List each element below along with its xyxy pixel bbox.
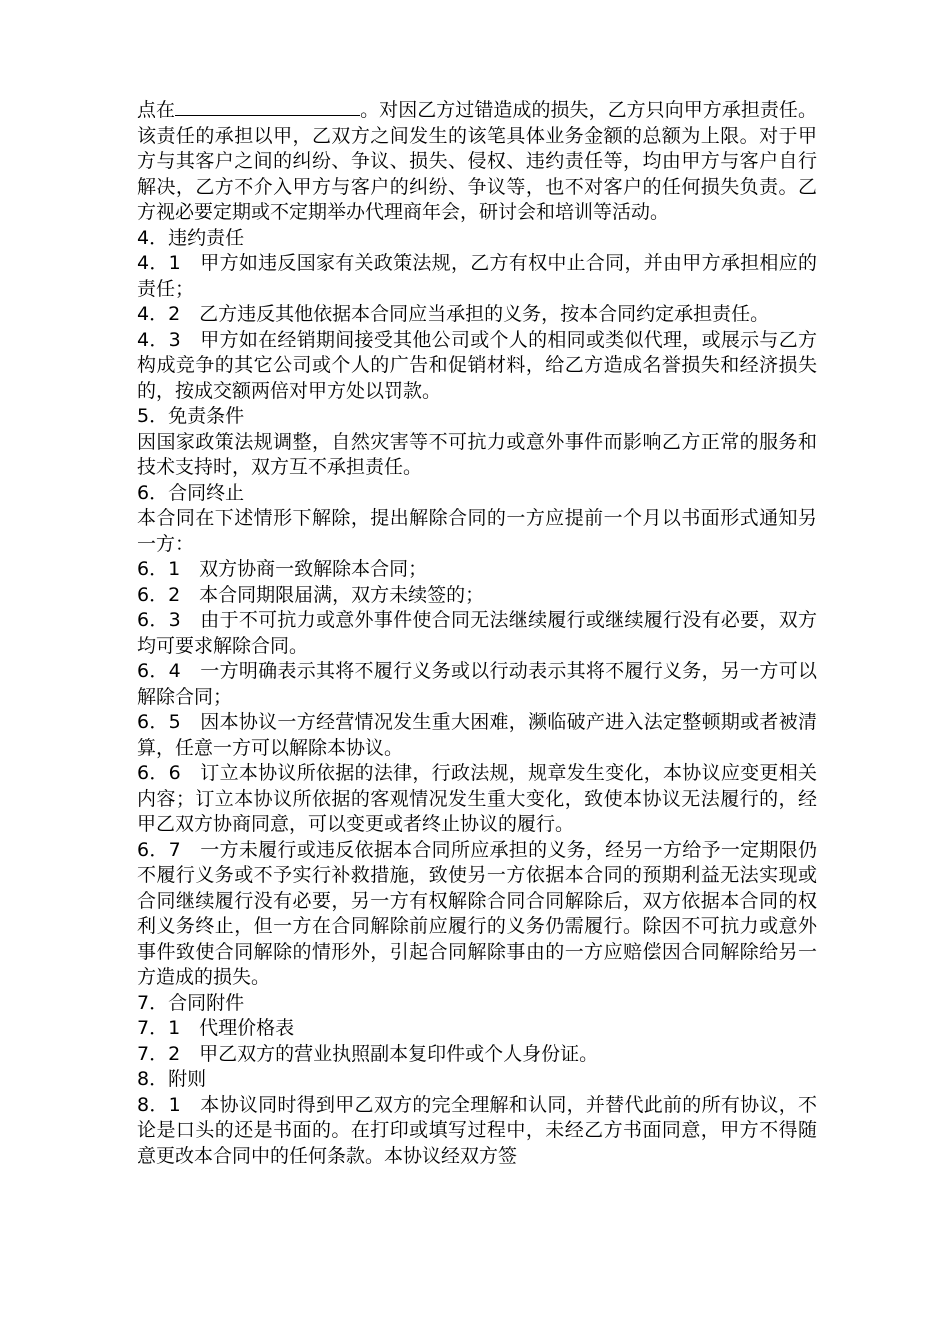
section-heading-termination: 6．合同终止	[137, 481, 245, 504]
clause-6-3: 6．3 由于不可抗力或意外事件使合同无法继续履行或继续履行没有必要，双方均可要求解除合同。	[137, 609, 817, 657]
clause-5-body: 因国家政策法规调整，自然灾害等不可抗力或意外事件而影响乙方正常的服务和技术支持时，双方互不承担责任。	[137, 430, 817, 478]
intro-suffix: 。对因乙方过错造成的损失，乙方只向甲方承担责任。该责任的承担以甲，乙双方之间发生的该笔具体业务金额的总额为上限。对于甲方与其客户之间的纠纷、争议、损失、侵权、违约责任等，均由甲方与客户自行解决，乙方不介入甲方与客户的纠纷、争议等，也不对客户的任何损失负责。乙方视必要定期或不定期举办代理商年会，研讨会和培训等活动。	[137, 99, 817, 223]
section-heading-supplementary: 8．附则	[137, 1068, 207, 1090]
fill-in-blank	[175, 98, 360, 116]
clause-7-1: 7．1 代理价格表	[137, 1017, 295, 1039]
section-heading-breach: 4．违约责任	[137, 226, 245, 249]
clause-4-2: 4．2 乙方违反其他依据本合同应当承担的义务，按本合同约定承担责任。	[137, 303, 770, 325]
clause-6-7: 6．7 一方未履行或违反依据本合同所应承担的义务，经另一方给予一定期限仍不履行义务或不予实行补救措施，致使另一方依据本合同的预期利益无法实现或合同继续履行没有必要，另一方有权解除合同合同解除后，双方依据本合同的权利义务终止，但一方在合同解除前应履行的义务仍需履行。除因不可抗力或意外事件致使合同解除的情形外，引起合同解除事由的一方应赔偿因合同解除给另一方造成的损失。	[137, 838, 817, 988]
section-heading-attachments: 7．合同附件	[137, 991, 245, 1014]
clause-6-1: 6．1 双方协商一致解除本合同；	[137, 558, 428, 580]
clause-6-5: 6．5 因本协议一方经营情况发生重大困难，濒临破产进入法定整顿期或者被清算，任意一方可以解除本协议。	[137, 711, 817, 759]
clause-6-6: 6．6 订立本协议所依据的法律，行政法规，规章发生变化，本协议应变更相关内容；订立本协议所依据的客观情况发生重大变化，致使本协议无法履行的，经甲乙双方协商同意，可以变更或者终止协议的履行。	[137, 762, 817, 835]
clause-6-2: 6．2 本合同期限届满，双方未续签的；	[137, 583, 485, 606]
document-page	[137, 98, 817, 1169]
clause-6-intro: 本合同在下述情形下解除，提出解除合同的一方应提前一个月以书面形式通知另一方：	[137, 507, 817, 555]
section-heading-exemption: 5．免责条件	[137, 405, 245, 427]
paragraph-intro	[137, 98, 817, 226]
clause-4-3: 4．3 甲方如在经销期间接受其他公司或个人的相同或类似代理，或展示与乙方构成竞争的其它公司或个人的广告和促销材料，给乙方造成名誉损失和经济损失的，按成交额两倍对甲方处以罚款。	[137, 328, 817, 402]
clause-4-1: 4．1 甲方如违反国家有关政策法规，乙方有权中止合同，并由甲方承担相应的责任；	[137, 252, 817, 300]
clause-7-2: 7．2 甲乙双方的营业执照副本复印件或个人身份证。	[137, 1042, 599, 1065]
clause-6-4: 6．4 一方明确表示其将不履行义务或以行动表示其将不履行义务，另一方可以解除合同；	[137, 660, 817, 708]
intro-prefix: 点在	[137, 99, 176, 121]
clause-8-1: 8．1 本协议同时得到甲乙双方的完全理解和认同，并替代此前的所有协议，不论是口头的还是书面的。在打印或填写过程中，未经乙方书面同意，甲方不得随意更改本合同中的任何条款。本协议经双方签	[137, 1093, 817, 1167]
